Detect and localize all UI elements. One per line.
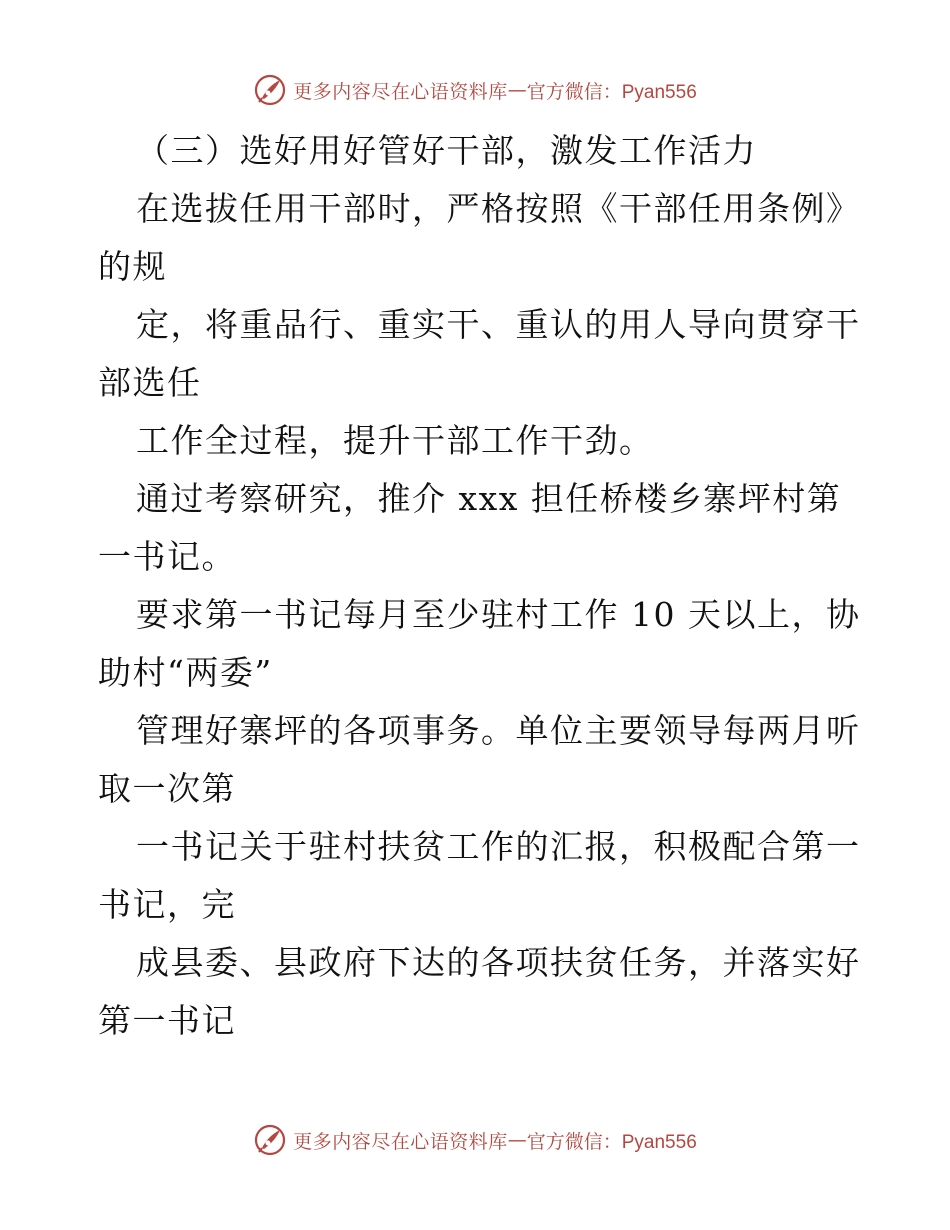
paragraph-line: 的规	[98, 247, 167, 286]
quill-logo-icon	[253, 73, 287, 107]
paragraph-line: 第一书记	[98, 1001, 236, 1040]
watermark-separator: —	[507, 1129, 527, 1151]
watermark-text: 更多内容尽在心语资料库	[293, 1130, 508, 1153]
paragraph-line: 取一次第	[98, 769, 236, 808]
section-heading: （三）选好用好管好干部，激发工作活力	[136, 131, 757, 170]
paragraph-line: 在选拔任用干部时，严格按照《干部任用条例》	[136, 189, 861, 228]
watermark-text: 更多内容尽在心语资料库	[293, 80, 508, 103]
paragraph-line: 成县委、县政府下达的各项扶贫任务，并落实好	[136, 943, 861, 982]
quill-logo-icon	[253, 1123, 287, 1157]
watermark-wechat: 官方微信：Pyan556	[526, 1131, 697, 1153]
paragraph-line: 管理好寨坪的各项事务。单位主要领导每两月听	[136, 711, 861, 750]
paragraph-line: 一书记。	[98, 537, 236, 576]
footer-watermark	[0, 1120, 950, 1160]
paragraph-line: 通过考察研究，推介 xxx 担任桥楼乡寨坪村第	[136, 479, 842, 518]
paragraph-line: 定，将重品行、重实干、重认的用人导向贯穿干	[136, 305, 861, 344]
document-body	[98, 122, 861, 1050]
paragraph-line: 工作全过程，提升干部工作干劲。	[136, 421, 654, 460]
paragraph-line: 要求第一书记每月至少驻村工作 10 天以上，协	[136, 595, 861, 634]
paragraph-line: 助村“两委”	[98, 653, 273, 692]
paragraph-line: 书记，完	[98, 885, 236, 924]
watermark-separator: —	[507, 79, 527, 101]
watermark-wechat: 官方微信：Pyan556	[526, 81, 697, 103]
paragraph-line: 部选任	[98, 363, 202, 402]
header-watermark	[0, 70, 950, 110]
paragraph-line: 一书记关于驻村扶贫工作的汇报，积极配合第一	[136, 827, 861, 866]
